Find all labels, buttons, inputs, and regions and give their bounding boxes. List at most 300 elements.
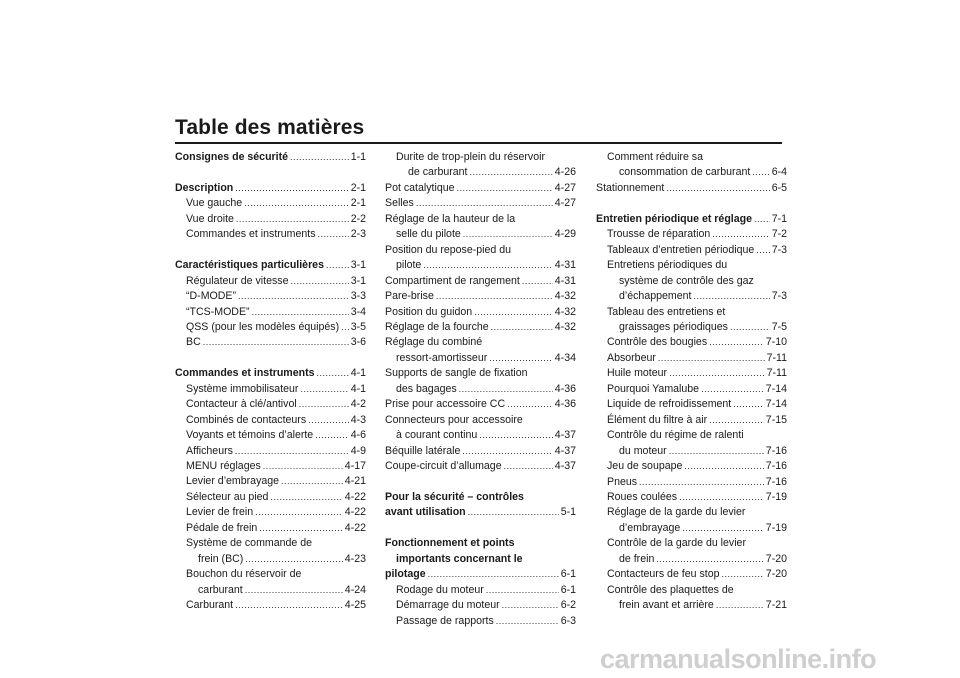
toc-entry-line: Durite de trop-plein du réservoir: [396, 151, 545, 163]
toc-entry-row: [385, 444, 576, 459]
toc-entry-label: Consignes de sécurité: [175, 151, 289, 163]
toc-entry-row: [385, 274, 576, 289]
toc-entry[interactable]: [175, 227, 366, 242]
toc-entry[interactable]: [385, 366, 576, 397]
toc-entry-label: Position du guidon: [385, 305, 473, 318]
toc-entry-row: [175, 289, 366, 304]
dot-leader: [457, 181, 553, 196]
page-number: 4-24: [344, 583, 366, 596]
toc-entry[interactable]: [385, 583, 576, 598]
toc-entry-row: [385, 305, 576, 320]
toc-column-3: [596, 150, 787, 614]
page-number: 4-37: [554, 429, 576, 442]
toc-entry-label: d’échappement: [619, 290, 692, 303]
toc-entry-row: [175, 397, 366, 412]
page-number: 4-22: [344, 521, 366, 534]
toc-entry[interactable]: [596, 258, 787, 304]
toc-entry-row: [385, 397, 576, 412]
page-number: 7-15: [765, 413, 787, 426]
toc-entry-label: Réglage de la fourche: [385, 320, 489, 333]
toc-entry-row: [175, 490, 366, 505]
page-title: Table des matières: [175, 116, 365, 139]
toc-entry-label: Pot catalytique: [385, 181, 455, 194]
dot-leader: [682, 521, 764, 536]
dot-leader: [666, 181, 769, 196]
page-number: 6-5: [771, 181, 787, 194]
page-number: 7-21: [765, 599, 787, 612]
dot-leader: [507, 397, 553, 412]
page-number: 2-1: [350, 197, 366, 210]
toc-entry-row: [596, 598, 787, 613]
dot-leader: [318, 227, 349, 242]
toc-entry[interactable]: [596, 366, 787, 381]
dot-leader: [290, 150, 349, 165]
toc-section-entry[interactable]: [175, 258, 366, 273]
toc-entry[interactable]: [175, 536, 366, 567]
toc-entry[interactable]: [596, 382, 787, 397]
toc-entry-line: Tableau des entretiens et: [607, 305, 726, 318]
toc-entry-label: Entretien périodique et réglage: [596, 212, 752, 225]
toc-section-entry[interactable]: [175, 181, 366, 196]
toc-entry-label: Pourquoi Yamalube: [607, 382, 700, 395]
toc-entry-row: [596, 413, 787, 428]
toc-entry-row: [175, 305, 366, 320]
toc-entry-label: MENU réglages: [186, 460, 261, 473]
page-number: 3-3: [350, 290, 366, 303]
toc-section-entry[interactable]: [596, 212, 787, 227]
toc-section-entry[interactable]: [175, 366, 366, 381]
toc-entry[interactable]: [385, 274, 576, 289]
dot-leader: [756, 243, 769, 258]
dot-leader: [684, 459, 763, 474]
toc-entry[interactable]: [596, 475, 787, 490]
toc-entry[interactable]: [385, 459, 576, 474]
page-number: 7-14: [765, 382, 787, 395]
toc-entry-label: Levier d’embrayage: [186, 475, 280, 488]
toc-entry-row: [385, 289, 576, 304]
toc-entry[interactable]: [385, 320, 576, 335]
toc-entry-label: Liquide de refroidissement: [607, 398, 732, 411]
dot-leader: [308, 413, 349, 428]
toc-entry-label: Caractéristiques particulières: [175, 259, 324, 272]
toc-entry-line: Pour la sécurité – contrôles: [385, 490, 524, 503]
page-number: 7-19: [765, 521, 787, 534]
toc-entry[interactable]: [175, 413, 366, 428]
page-number: 4-29: [554, 228, 576, 241]
dot-leader: [679, 490, 764, 505]
page-number: 7-20: [765, 552, 787, 565]
toc-entry-row: [175, 335, 366, 350]
dot-leader: [669, 366, 765, 381]
toc-entry-label: Coupe-circuit d’allumage: [385, 460, 502, 473]
page-number: 6-1: [560, 568, 576, 581]
toc-entry-row: [385, 428, 576, 443]
page-number: 2-3: [350, 228, 366, 241]
section-gap: [385, 475, 576, 490]
toc-entry-row: [385, 505, 576, 520]
page-number: 4-9: [350, 444, 366, 457]
toc-entry[interactable]: [596, 536, 787, 567]
dot-leader: [203, 335, 349, 350]
toc-entry[interactable]: [175, 505, 366, 520]
dot-leader: [270, 490, 342, 505]
page-number: 4-3: [350, 413, 366, 426]
toc-entry-label: Description: [175, 181, 234, 194]
dot-leader: [299, 397, 349, 412]
toc-entry-row: [175, 196, 366, 211]
toc-entry[interactable]: [596, 397, 787, 412]
toc-entry[interactable]: [385, 444, 576, 459]
toc-entry-row: [596, 475, 787, 490]
toc-entry[interactable]: [175, 335, 366, 350]
page-number: 3-1: [350, 274, 366, 287]
toc-entry-line: Système de commande de: [186, 537, 313, 550]
toc-entry[interactable]: [596, 243, 787, 258]
toc-entry[interactable]: [175, 274, 366, 289]
toc-entry-row: [385, 227, 576, 242]
toc-entry-row: [175, 521, 366, 536]
toc-entry-row: [596, 320, 787, 335]
page-number: 4-17: [344, 460, 366, 473]
page-number: 7-5: [771, 320, 787, 333]
dot-leader: [496, 614, 559, 629]
dot-leader: [245, 583, 343, 598]
dot-leader: [423, 258, 552, 273]
toc-entry-row: [175, 181, 366, 196]
dot-leader: [416, 196, 553, 211]
toc-entry[interactable]: [596, 335, 787, 350]
section-gap: [175, 351, 366, 366]
toc-entry-row: [175, 444, 366, 459]
page-number: 4-2: [350, 398, 366, 411]
toc-entry-row: [175, 258, 366, 273]
page-number: 7-14: [765, 398, 787, 411]
toc-entry-label: Compartiment de rangement: [385, 274, 520, 287]
toc-entry[interactable]: [596, 490, 787, 505]
page-number: 4-36: [554, 398, 576, 411]
toc-entry-row: [175, 227, 366, 242]
toc-entry-label: Tableaux d’entretien périodique: [607, 243, 755, 256]
page-number: 7-16: [765, 460, 787, 473]
dot-leader: [716, 598, 764, 613]
toc-entry[interactable]: [385, 335, 576, 366]
toc-entry-row: [175, 150, 366, 165]
page-number: 4-6: [350, 429, 366, 442]
toc-entry-label: Vue droite: [186, 212, 234, 225]
dot-leader: [290, 274, 348, 289]
toc-entry[interactable]: [596, 150, 787, 181]
page-number: 4-32: [554, 290, 576, 303]
toc-entry[interactable]: [385, 243, 576, 274]
toc-entry[interactable]: [175, 459, 366, 474]
dot-leader: [491, 320, 553, 335]
toc-entry-line: Contrôle du régime de ralenti: [607, 429, 744, 442]
toc-entry-label: Afficheurs: [186, 444, 233, 457]
toc-entry[interactable]: [175, 196, 366, 211]
page-number: 4-1: [350, 382, 366, 395]
toc-section-entry[interactable]: [385, 490, 576, 521]
toc-entry-label: selle du pilote: [396, 228, 461, 241]
toc-entry-label: graissages périodiques: [619, 320, 728, 333]
toc-entry-label: Huile moteur: [607, 367, 668, 380]
toc-entry[interactable]: [596, 305, 787, 336]
toc-entry-label: Levier de frein: [186, 506, 254, 519]
toc-entry-label: de carburant: [408, 166, 468, 179]
page-number: 7-16: [765, 475, 787, 488]
toc-entry[interactable]: [175, 289, 366, 304]
toc-entry-label: Prise pour accessoire CC: [385, 398, 506, 411]
toc-entry-row: [596, 397, 787, 412]
dot-leader: [236, 212, 349, 227]
page-number: 5-1: [560, 506, 576, 519]
toc-entry-row: [175, 598, 366, 613]
dot-leader: [244, 196, 349, 211]
page-number: 7-3: [771, 243, 787, 256]
toc-entry-row: [385, 165, 576, 180]
toc-entry-row: [385, 258, 576, 273]
dot-leader: [463, 227, 553, 242]
toc-entry-label: Stationnement: [596, 181, 665, 194]
toc-entry[interactable]: [596, 428, 787, 459]
toc-entry-label: BC: [186, 336, 201, 349]
toc-entry[interactable]: [596, 413, 787, 428]
page-number: 7-2: [771, 228, 787, 241]
toc-entry-line: Contrôle de la garde du levier: [607, 537, 746, 550]
toc-section-entry[interactable]: [175, 150, 366, 165]
toc-entry-row: [596, 243, 787, 258]
toc-entry[interactable]: [596, 181, 787, 196]
toc-entry[interactable]: [385, 614, 576, 629]
toc-entry-line: Réglage de la hauteur de la: [385, 212, 516, 225]
page-number: 4-23: [344, 552, 366, 565]
toc-entry-row: [385, 598, 576, 613]
toc-entry-label: d’embrayage: [619, 521, 681, 534]
toc-entry[interactable]: [175, 567, 366, 598]
toc-entry-label: Voyants et témoins d’alerte: [186, 429, 314, 442]
section-gap: [175, 165, 366, 180]
toc-entry-row: [596, 366, 787, 381]
page-number: 7-10: [765, 336, 787, 349]
toc-entry-label: Sélecteur au pied: [186, 490, 269, 503]
dot-leader: [639, 475, 764, 490]
toc-entry-label: Passage de rapports: [396, 614, 494, 627]
toc-entry-row: [385, 320, 576, 335]
toc-entry[interactable]: [175, 305, 366, 320]
toc-entry-line: Connecteurs pour accessoire: [385, 413, 523, 426]
page-number: 4-25: [344, 599, 366, 612]
toc-entry-label: des bagages: [396, 382, 457, 395]
dot-leader: [263, 459, 343, 474]
toc-entry-label: Régulateur de vitesse: [186, 274, 289, 287]
toc-entry-row: [596, 181, 787, 196]
dot-leader: [468, 505, 559, 520]
dot-leader: [317, 366, 349, 381]
page-number: 4-37: [554, 460, 576, 473]
toc-entry-label: Pneus: [607, 475, 638, 488]
toc-entry-row: [596, 165, 787, 180]
toc-entry-line: importants concernant le: [396, 552, 523, 565]
dot-leader: [486, 583, 559, 598]
toc-entry-row: [596, 567, 787, 582]
toc-entry-line: Comment réduire sa: [607, 151, 703, 163]
toc-entry-label: Contacteur à clé/antivol: [186, 398, 297, 411]
dot-leader: [522, 274, 553, 289]
toc-entry-row: [596, 382, 787, 397]
toc-entry-line: Position du repose-pied du: [385, 243, 512, 256]
toc-entry-row: [596, 212, 787, 227]
toc-entry[interactable]: [175, 598, 366, 613]
toc-entry-row: [385, 583, 576, 598]
toc-entry-row: [596, 459, 787, 474]
page-number: 4-1: [350, 367, 366, 380]
toc-entry-row: [596, 227, 787, 242]
dot-leader: [721, 567, 763, 582]
toc-entry-row: [596, 335, 787, 350]
toc-entry-row: [385, 181, 576, 196]
toc-entry[interactable]: [385, 196, 576, 211]
toc-entry-row: [385, 351, 576, 366]
toc-entry-row: [175, 459, 366, 474]
toc-entry[interactable]: [385, 150, 576, 181]
dot-leader: [709, 413, 764, 428]
toc-entry[interactable]: [385, 212, 576, 243]
toc-entry[interactable]: [596, 567, 787, 582]
toc-entry-label: du moteur: [619, 444, 667, 457]
toc-entry-row: [596, 351, 787, 366]
page-number: 4-37: [554, 444, 576, 457]
section-gap: [385, 521, 576, 536]
toc-entry-label: Contrôle des bougies: [607, 336, 708, 349]
toc-entry-row: [175, 366, 366, 381]
toc-entry-label: “D-MODE”: [186, 290, 237, 303]
toc-entry-label: Système immobilisateur: [186, 382, 299, 395]
dot-leader: [235, 181, 348, 196]
dot-leader: [436, 289, 553, 304]
page-number: 3-1: [350, 259, 366, 272]
toc-entry-line: système de contrôle des gaz: [619, 274, 754, 287]
dot-leader: [754, 212, 770, 227]
page-number: 7-19: [765, 490, 787, 503]
toc-entry[interactable]: [175, 382, 366, 397]
toc-entry-row: [385, 567, 576, 582]
toc-entry-label: Jeu de soupape: [607, 460, 683, 473]
page-number: 4-32: [554, 320, 576, 333]
toc-entry-row: [175, 382, 366, 397]
toc-entry-row: [596, 521, 787, 536]
toc-entry[interactable]: [175, 521, 366, 536]
toc-entry[interactable]: [175, 444, 366, 459]
dot-leader: [235, 444, 349, 459]
toc-entry-label: Commandes et instruments: [186, 228, 316, 241]
toc-entry[interactable]: [385, 181, 576, 196]
toc-entry-label: Trousse de réparation: [607, 228, 711, 241]
toc-column-1: [175, 150, 366, 614]
toc-entry[interactable]: [596, 583, 787, 614]
toc-entry-row: [596, 444, 787, 459]
title-rule: [175, 142, 782, 144]
toc-entry-line: Fonctionnement et points: [385, 537, 515, 550]
page-number: 3-5: [350, 320, 366, 333]
toc-entry[interactable]: [596, 227, 787, 242]
dot-leader: [656, 552, 763, 567]
page-number: 4-22: [344, 506, 366, 519]
toc-entry-row: [175, 505, 366, 520]
dot-leader: [238, 289, 349, 304]
toc-entry-label: Commandes et instruments: [175, 367, 315, 380]
dot-leader: [462, 444, 552, 459]
toc-entry-label: à courant continu: [396, 429, 478, 442]
toc-entry-label: avant utilisation: [385, 506, 466, 519]
dot-leader: [315, 428, 348, 443]
toc-entry-label: Contacteurs de feu stop: [607, 568, 720, 581]
toc-entry[interactable]: [175, 320, 366, 335]
dot-leader: [235, 598, 343, 613]
toc-entry-label: Démarrage du moteur: [396, 599, 500, 612]
page-number: 3-4: [350, 305, 366, 318]
toc-entry[interactable]: [385, 397, 576, 412]
toc-entry-row: [175, 413, 366, 428]
toc-entry[interactable]: [596, 351, 787, 366]
page-number: 2-2: [350, 212, 366, 225]
dot-leader: [259, 521, 343, 536]
page-number: 6-1: [560, 583, 576, 596]
toc-entry-line: Contrôle des plaquettes de: [607, 583, 734, 596]
toc-entry-label: Combinés de contacteurs: [186, 413, 307, 426]
toc-entry-row: [175, 552, 366, 567]
toc-section-entry[interactable]: [385, 536, 576, 582]
toc-entry-row: [596, 289, 787, 304]
toc-entry-row: [175, 474, 366, 489]
toc-entry-line: Réglage du combiné: [385, 336, 483, 349]
dot-leader: [474, 305, 553, 320]
toc-entry-label: QSS (pour les modèles équipés): [186, 320, 340, 333]
toc-entry-label: ressort-amortisseur: [396, 351, 488, 364]
toc-entry[interactable]: [175, 474, 366, 489]
toc-entry-row: [175, 212, 366, 227]
page-number: 3-6: [350, 336, 366, 349]
dot-leader: [504, 459, 553, 474]
toc-entry-label: frein (BC): [198, 552, 244, 565]
page-number: 7-16: [765, 444, 787, 457]
toc-entry-label: pilotage: [385, 568, 426, 581]
toc-entry[interactable]: [596, 505, 787, 536]
toc-entry[interactable]: [385, 413, 576, 444]
toc-entry-row: [175, 320, 366, 335]
page-number: 4-31: [554, 259, 576, 272]
toc-entry[interactable]: [596, 459, 787, 474]
toc-entry[interactable]: [175, 212, 366, 227]
toc-entry[interactable]: [175, 428, 366, 443]
toc-entry-line: Bouchon du réservoir de: [186, 568, 302, 581]
toc-entry[interactable]: [385, 305, 576, 320]
toc-entry-row: [385, 614, 576, 629]
toc-entry-line: Supports de sangle de fixation: [385, 367, 528, 380]
page-number: 7-1: [771, 212, 787, 225]
dot-leader: [300, 382, 348, 397]
page-number: 7-11: [766, 367, 787, 380]
toc-entry-line: Réglage de la garde du levier: [607, 506, 746, 519]
toc-entry-row: [596, 552, 787, 567]
dot-leader: [469, 165, 552, 180]
toc-entry[interactable]: [175, 490, 366, 505]
toc-entry-row: [596, 490, 787, 505]
dot-leader: [733, 397, 764, 412]
toc-entry-row: [175, 274, 366, 289]
toc-entry[interactable]: [385, 289, 576, 304]
dot-leader: [730, 320, 770, 335]
toc-entry[interactable]: [175, 397, 366, 412]
toc-entry[interactable]: [385, 598, 576, 613]
